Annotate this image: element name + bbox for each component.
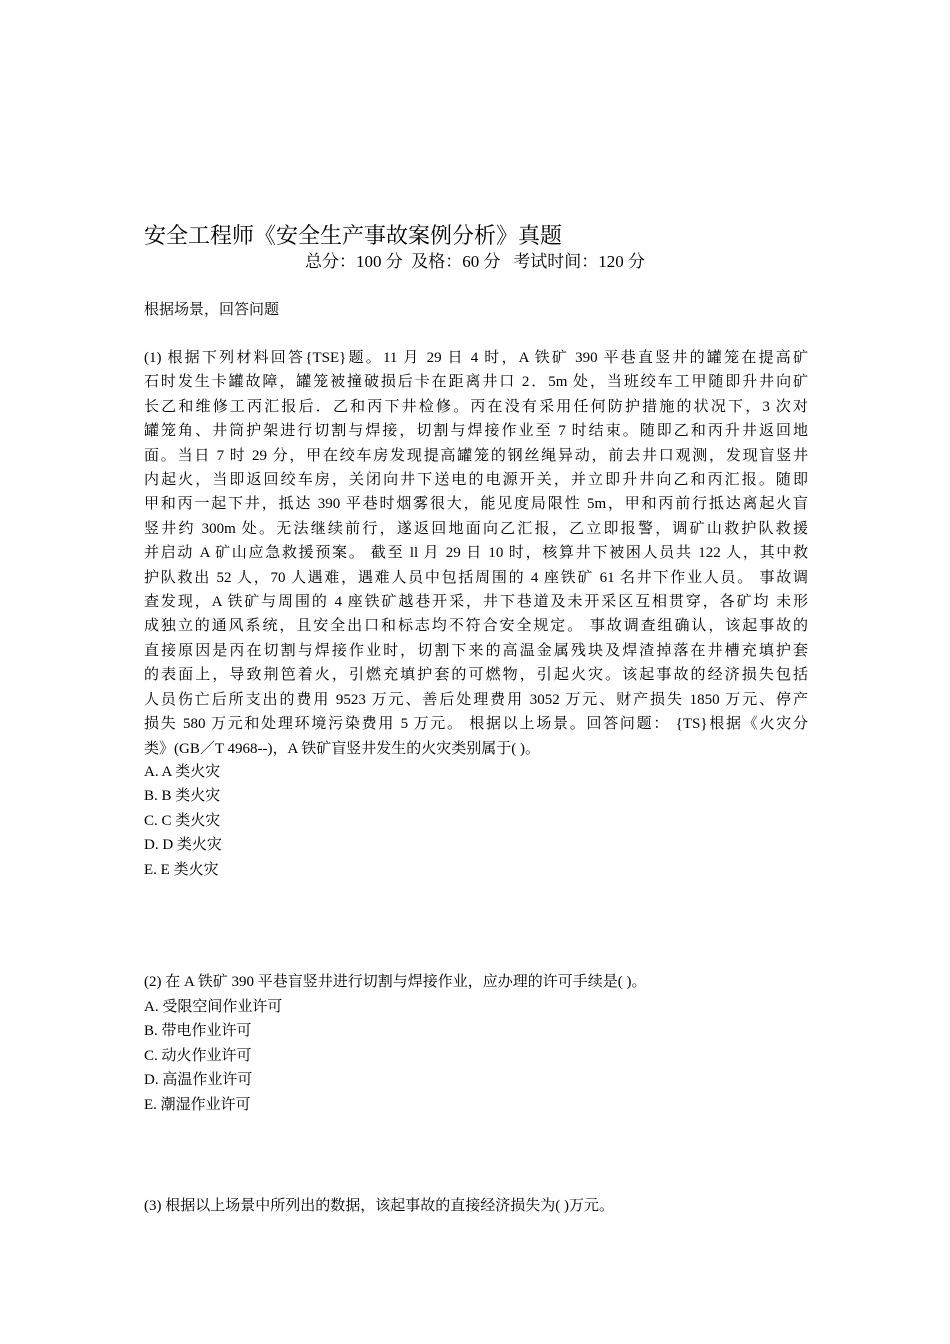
question-1-line: 护队救出 52 人，70 人遇难，遇难人员中包括周围的 4 座铁矿 61 名井下作业人员。 事故调 [144, 569, 808, 586]
question-3-stem: (3) 根据以上场景中所列出的数据，该起事故的直接经济损失为( )万元。 [144, 1198, 614, 1214]
question-1-line: 甲和丙一起下井，抵达 390 平巷时烟雾很大，能见度局限性 5m，甲和丙前行抵达离起火盲 [144, 496, 808, 513]
question-1-line: 成独立的通风系统，且安全出口和标志均不符合安全规定。 事故调查组确认，该起事故的 [144, 618, 808, 635]
option-c: C. 动火作业许可 [144, 1047, 252, 1064]
question-1-stem [144, 346, 808, 761]
exam-meta: 总分：100 分 及格：60 分 考试时间：120 分 [305, 252, 645, 271]
question-1-line: 并启动 A 矿山应急救援预案。 截至 ll 月 29 日 10 时，核算井下被困人员共 122 人，其中救 [144, 545, 808, 562]
question-1-line: 长乙和维修工丙汇报后．乙和丙下井检修。丙在没有采用任何防护措施的状况下，3 次对 [144, 398, 808, 415]
option-d: D. D 类火灾 [144, 837, 222, 854]
question-1-line: 石时发生卡罐故障，罐笼被撞破损后卡在距离井口 2．5m 处，当班绞车工甲随即升井向矿 [144, 374, 808, 391]
option-a: A. 受限空间作业许可 [144, 999, 283, 1015]
question-1-line: 直接原因是丙在切割与焊接作业时，切割下来的高温金属残块及焊渣掉落在井槽充填护套 [144, 642, 808, 659]
exam-title: 安全工程师《安全生产事故案例分析》真题 [144, 223, 563, 248]
question-1-line: 竖井约 300m 处。无法继续前行，遂返回地面向乙汇报，乙立即报警，调矿山救护队救援 [144, 520, 808, 537]
option-e: E. E 类火灾 [144, 861, 219, 878]
option-e: E. 潮湿作业许可 [144, 1096, 251, 1113]
section-instruction: 根据场景，回答问题 [144, 302, 280, 318]
option-b: B. B 类火灾 [144, 788, 221, 805]
question-1-options [144, 760, 222, 882]
question-1-line: 内起火，当即返回绞车房，关闭向井下送电的电源开关，并立即升井向乙和丙汇报。随即 [144, 472, 808, 489]
option-c: C. C 类火灾 [144, 812, 221, 829]
question-1-line: 面。当日 7 时 29 分，甲在绞车房发现提高罐笼的钢丝绳异动，前去井口观测，发现盲竖井 [144, 447, 808, 464]
option-b: B. 带电作业许可 [144, 1023, 252, 1040]
question-1-line: 损失 580 万元和处理环境污染费用 5 万元。 根据以上场景。回答问题： {TS}根据《火灾分 [144, 716, 808, 733]
question-1-line: 人员伤亡后所支出的费用 9523 万元、善后处理费用 3052 万元、财产损失 1850 万元、停产 [144, 691, 808, 708]
question-2-stem: (2) 在 A 铁矿 390 平巷盲竖井进行切割与焊接作业，应办理的许可手续是( )。 [144, 974, 647, 990]
question-1-line: 查发现，A 铁矿与周围的 4 座铁矿越巷开采，井下巷道及未开采区互相贯穿，各矿均 未形 [144, 594, 808, 611]
question-1-line: (1) 根据下列材料回答{TSE}题。11 月 29 日 4 时，A 铁矿 390 平巷直竖井的罐笼在提高矿 [144, 350, 808, 366]
question-1-line: 类》(GB／T 4968--)，A 铁矿盲竖井发生的火灾类别属于( )。 [144, 740, 540, 757]
question-2-options [144, 995, 282, 1117]
option-d: D. 高温作业许可 [144, 1072, 253, 1089]
option-a: A. A 类火灾 [144, 764, 221, 780]
question-1-line: 的表面上，导致荆笆着火，引燃充填护套的可燃物，引起火灾。该起事故的经济损失包括 [144, 667, 808, 684]
question-1-line: 罐笼角、井筒护架进行切割与焊接，切割与焊接作业至 7 时结束。随即乙和丙升井返回地 [144, 423, 808, 440]
